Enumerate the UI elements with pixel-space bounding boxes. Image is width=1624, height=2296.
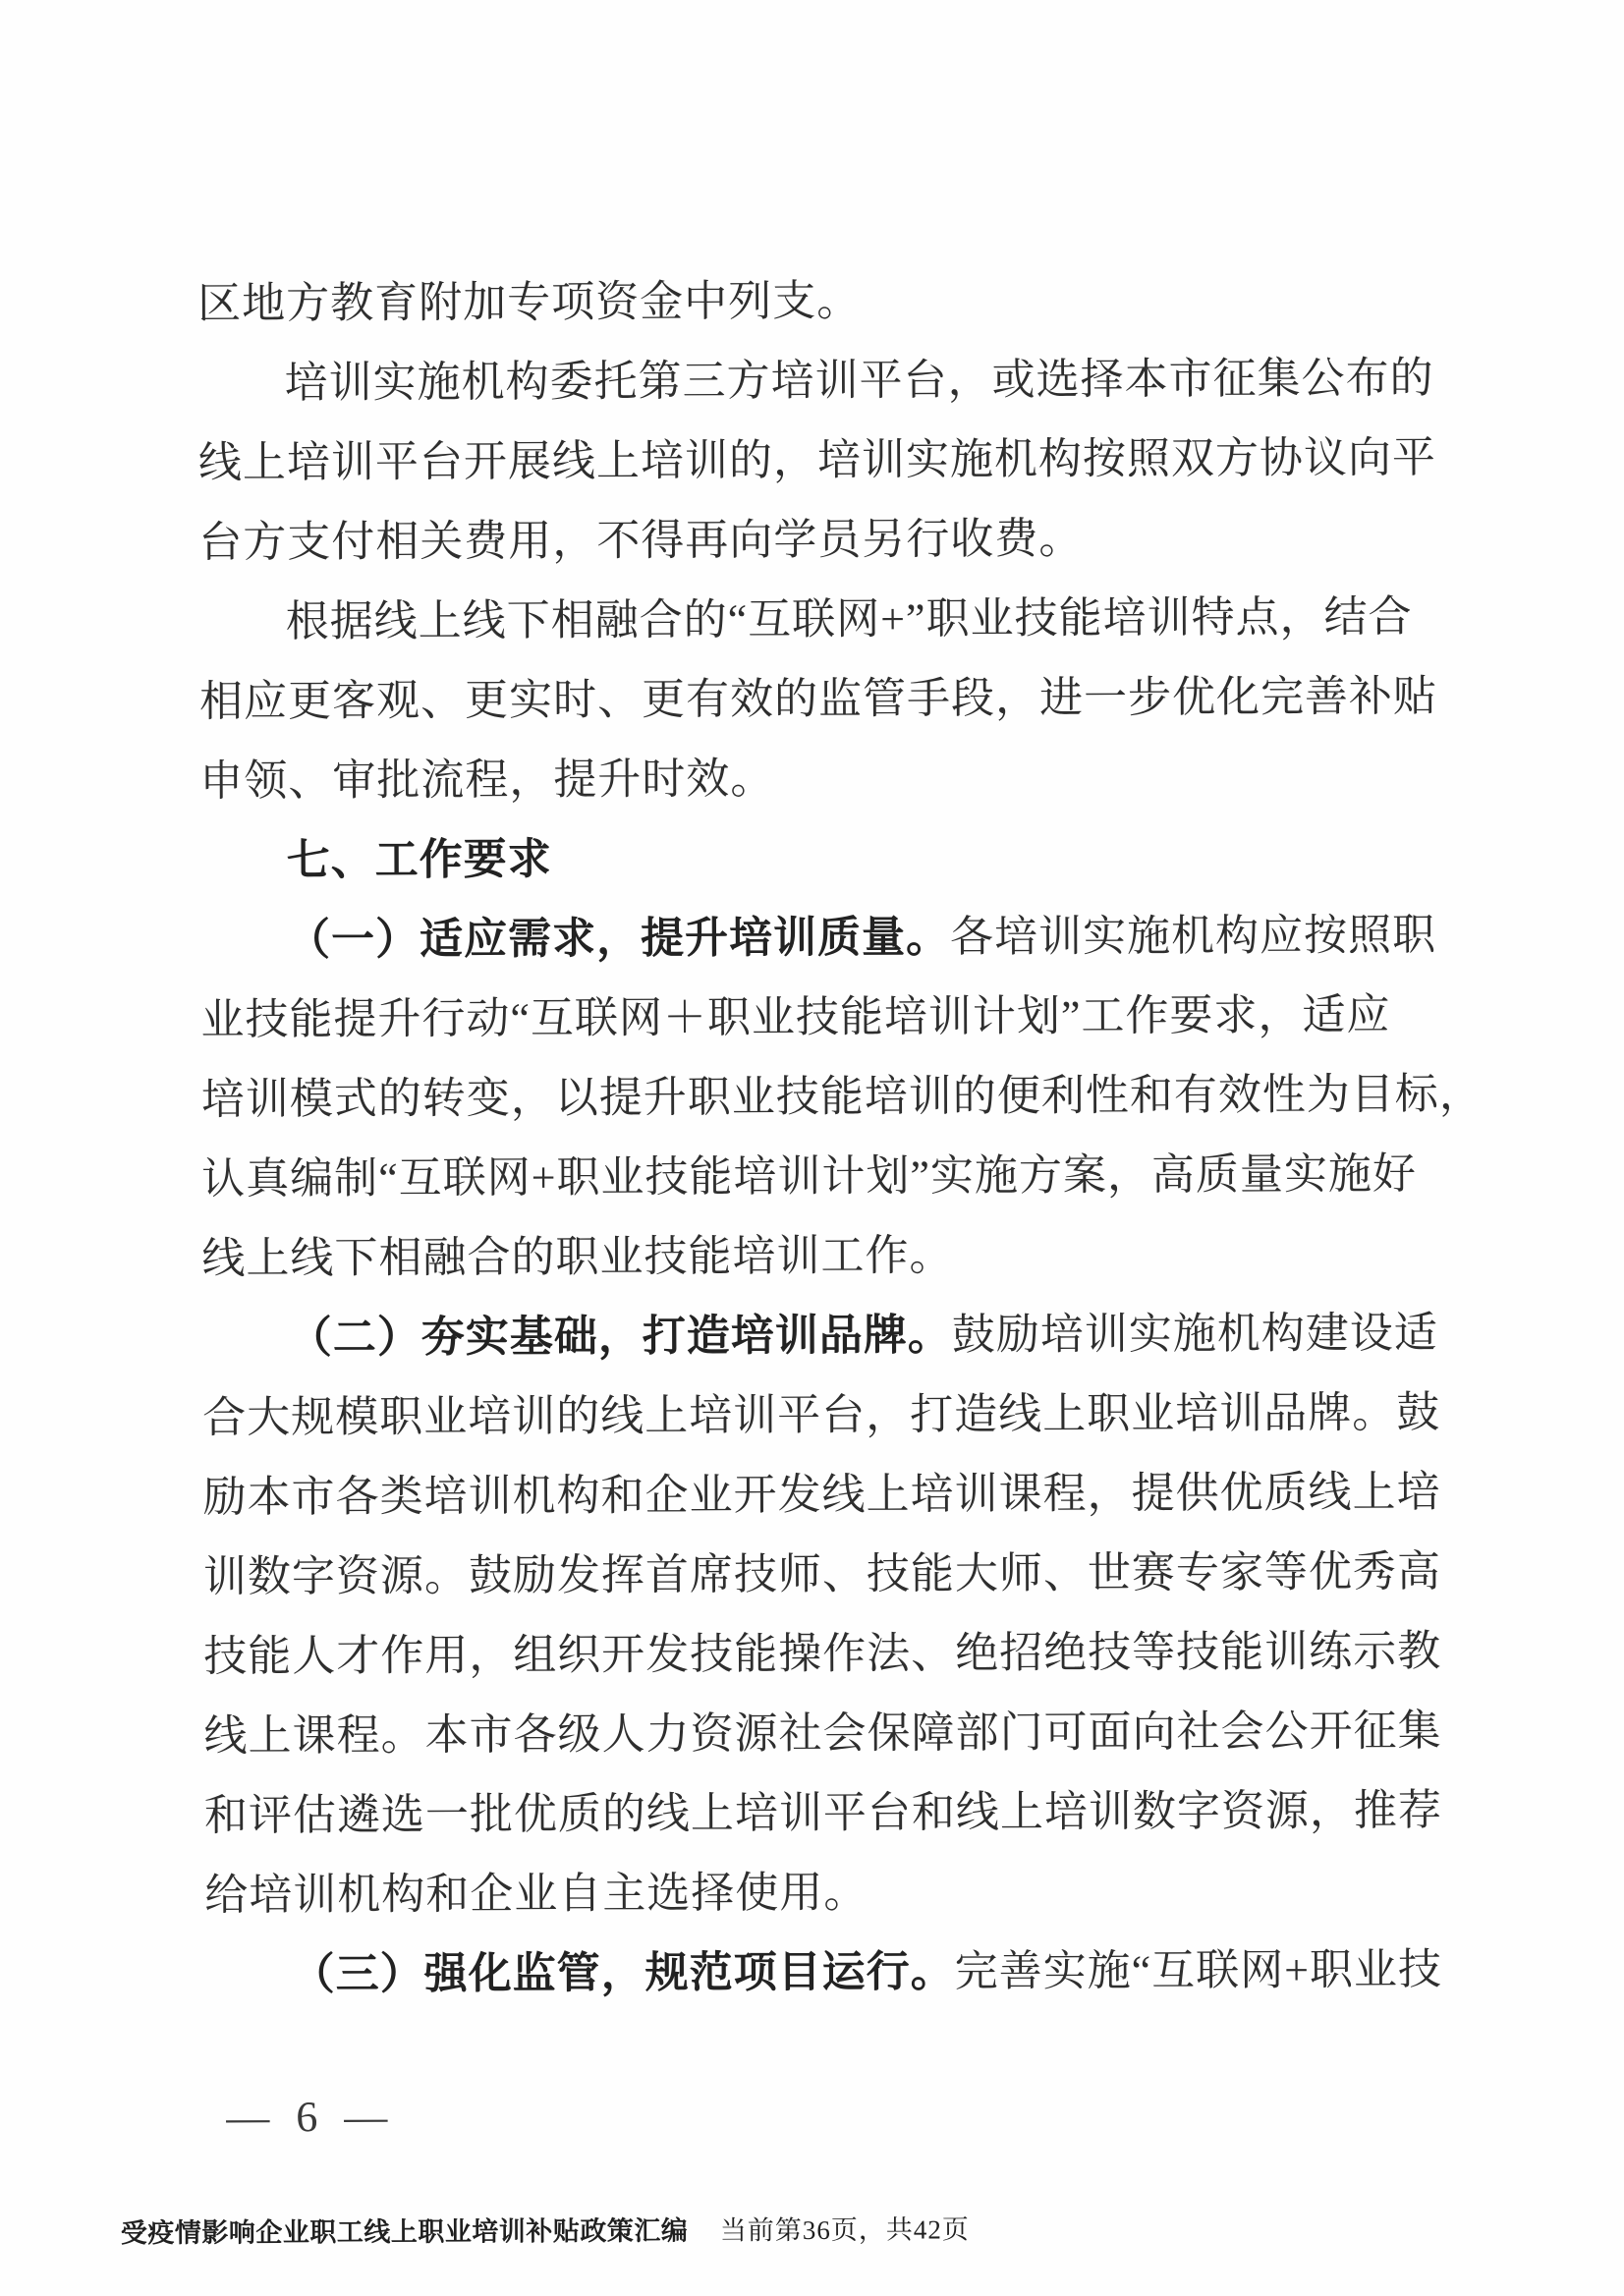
text-run: 励本市各类培训机构和企业开发线上培训课程，提供优质线上培: [202, 1468, 1441, 1522]
text-line: [197, 418, 1437, 502]
text-run: 相应更客观、更实时、更有效的监管手段，进一步优化完善补贴: [198, 672, 1438, 726]
text-run: 鼓励培训实施机构建设适: [951, 1309, 1438, 1360]
text-run: 申领、审批流程，提升时效。: [199, 755, 775, 806]
text-line: [200, 975, 1424, 1059]
text-run: 线上线下相融合的职业技能培训工作。: [201, 1231, 954, 1283]
text-run-bold: （一）适应需求，提升培训质量。: [286, 913, 951, 965]
text-line: [201, 1213, 1425, 1298]
footer-booklet-title: 受疫情影响企业职工线上职业培训补贴政策汇编: [120, 2215, 689, 2249]
text-line: [202, 1532, 1441, 1616]
text-line: [203, 1611, 1442, 1696]
text-line: [198, 497, 1422, 582]
text-run: 各培训实施机构应按照职: [949, 911, 1437, 962]
page-footer: [5, 2209, 1624, 2255]
text-line: [203, 1691, 1442, 1775]
text-run: 线上培训平台开展线上培训的，培训实施机构按照双方协议向平: [197, 433, 1437, 487]
text-run: 台方支付相关费用，不得再向学员另行收费。: [198, 514, 1084, 567]
text-run: 完善实施“互联网+职业技: [954, 1945, 1443, 1996]
text-line: [203, 1770, 1443, 1855]
text-line: [197, 338, 1434, 422]
text-line: [200, 1054, 1484, 1139]
text-run: 区地方教育附加专项资金中列支。: [197, 276, 862, 328]
footer-page-indicator: 当前第36页，共42页: [719, 2214, 970, 2246]
text-run: 业技能提升行动“互联网＋职业技能培训计划”工作要求，适应: [200, 990, 1391, 1044]
text-run-bold: 七、工作要求: [286, 835, 552, 885]
text-run: 根据线上线下相融合的“互联网+”职业技能培训特点，结合: [285, 592, 1413, 646]
text-run: 培训模式的转变，以提升职业技能培训的便利性和有效性为目标，: [200, 1070, 1484, 1124]
text-line: [197, 258, 1421, 343]
text-run: 给培训机构和企业自主选择使用。: [204, 1868, 868, 1920]
text-run-bold: （二）夯实基础，打造培训品牌。: [288, 1311, 952, 1363]
text-run-bold: （三）强化监管，规范项目运行。: [291, 1947, 955, 1999]
text-line: [202, 1372, 1441, 1457]
text-line: [198, 577, 1422, 661]
body-text-block: [197, 258, 1484, 2014]
page-number: — 6 —: [226, 2092, 396, 2142]
text-line: [204, 1850, 1428, 1934]
text-run: 认真编制“互联网+职业技能培训计划”实施方案，高质量实施好: [201, 1149, 1418, 1204]
text-line: [202, 1293, 1438, 1377]
text-run: 和评估遴选一批优质的线上培训平台和线上培训数字资源，推荐: [203, 1786, 1443, 1840]
text-line: [199, 736, 1423, 820]
text-run: 训数字资源。鼓励发挥首席技师、技能大师、世赛专家等优秀高: [202, 1547, 1441, 1601]
text-run: 线上课程。本市各级人力资源社会保障部门可面向社会公开征集: [203, 1707, 1442, 1761]
text-line: [201, 1134, 1425, 1218]
text-run: 培训实施机构委托第三方培训平台，或选择本市征集公布的: [284, 354, 1434, 408]
text-line: [198, 656, 1438, 741]
text-line: [202, 1452, 1441, 1537]
text-line: [200, 895, 1437, 980]
text-line: [200, 815, 1424, 900]
text-run: 技能人才作用，组织开发技能操作法、绝招绝技等技能训练示教: [203, 1627, 1442, 1681]
text-run: 合大规模职业培训的线上培训平台，打造线上职业培训品牌。鼓: [202, 1388, 1441, 1442]
text-line: [204, 1930, 1443, 2014]
